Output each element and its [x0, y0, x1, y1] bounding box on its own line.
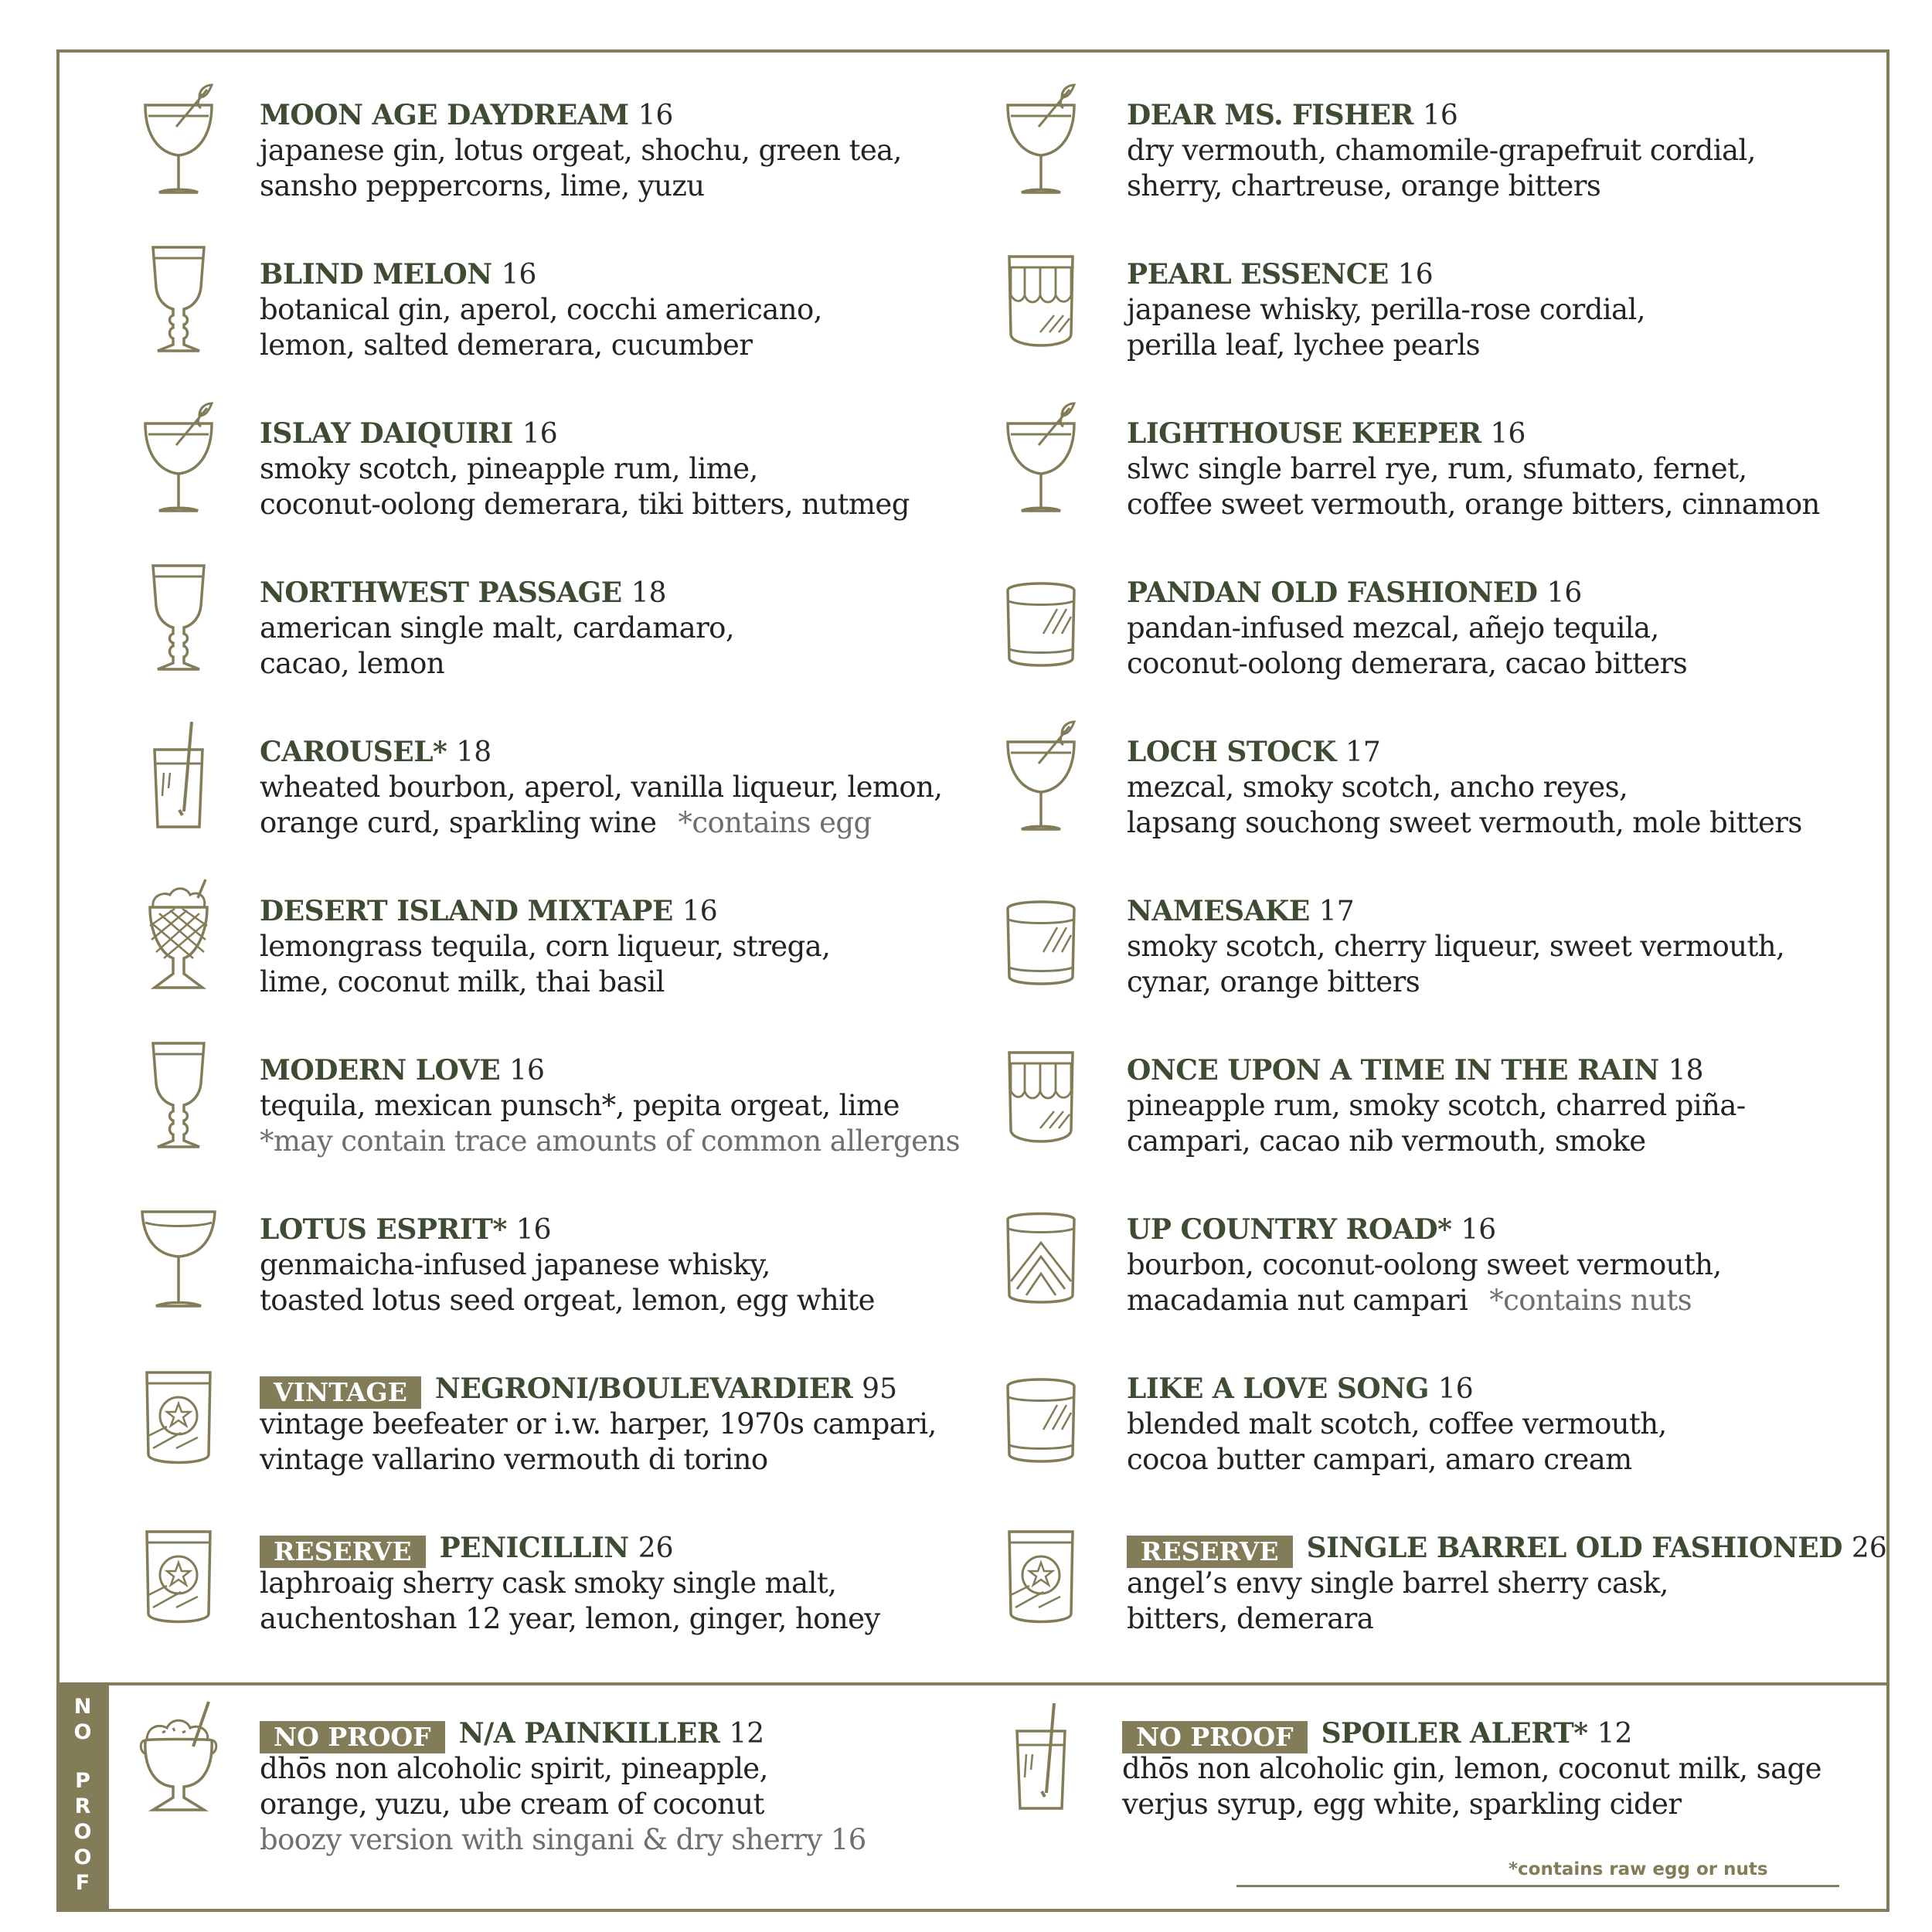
item-heading [1127, 575, 1582, 611]
item-name: NAMESAKE [1127, 895, 1310, 927]
ingredient-line [1127, 646, 1687, 682]
ingredient-line [260, 1406, 937, 1442]
ingredient-text: bourbon, coconut-oolong sweet vermouth, [1127, 1248, 1722, 1281]
ingredient-line [1127, 1247, 1722, 1283]
item-price: 16 [515, 1214, 552, 1246]
ingredient-line [260, 1247, 875, 1283]
item-ingredients [260, 1406, 937, 1478]
item-name: DEAR MS. FISHER [1127, 99, 1413, 131]
ingredient-line [1127, 611, 1687, 646]
strip-letter: R [74, 1794, 91, 1818]
ingredient-line [260, 805, 942, 841]
ingredient-text: blended malt scotch, coffee vermouth, [1127, 1407, 1667, 1440]
item-ingredients [260, 1088, 960, 1159]
ingredient-text: vintage vallarino vermouth di torino [260, 1443, 768, 1476]
footnote-rule [1236, 1885, 1839, 1887]
footed-goblet-icon [136, 241, 221, 357]
item-price: 16 [1546, 577, 1583, 609]
item-ingredients [1127, 451, 1820, 522]
nick-and-nora-glass-icon [998, 400, 1083, 516]
item-heading [1127, 1212, 1496, 1247]
ingredient-text: pineapple rum, smoky scotch, charred piña- [1127, 1089, 1746, 1122]
ingredient-text: perilla leaf, lychee pearls [1127, 328, 1481, 362]
ingredient-text: lemongrass tequila, corn liqueur, strega, [260, 930, 831, 963]
ingredient-text: smoky scotch, pineapple rum, lime, [260, 452, 758, 485]
ingredient-text: botanical gin, aperol, cocchi americano, [260, 293, 822, 326]
item-heading [1127, 1530, 1887, 1566]
item-ingredients [1127, 133, 1756, 204]
ingredient-text: sherry, chartreuse, orange bitters [1127, 169, 1601, 202]
item-name: PENICILLIN [439, 1532, 629, 1564]
item-price: 16 [1490, 418, 1526, 450]
ingredient-line [260, 1601, 880, 1637]
item-name: CAROUSEL* [260, 736, 447, 768]
ingredient-text: cacao, lemon [260, 647, 445, 680]
ingredient-line [1127, 1601, 1668, 1637]
item-heading [260, 734, 492, 770]
ingredient-line [1122, 1787, 1821, 1822]
item-heading [260, 97, 673, 133]
item-ingredients [1127, 770, 1802, 841]
item-heading [1127, 97, 1458, 133]
ingredient-text: auchentoshan 12 year, lemon, ginger, honey [260, 1602, 880, 1635]
ingredient-text: japanese gin, lotus orgeat, shochu, green tea, [260, 134, 902, 167]
item-ingredients [1127, 611, 1687, 682]
ingredient-line [1127, 133, 1756, 168]
ingredient-line [1127, 964, 1784, 1000]
rocks-glass-icon [998, 878, 1083, 994]
item-ingredients [260, 292, 822, 363]
item-heading [260, 1212, 552, 1247]
item-ingredients [1127, 292, 1645, 363]
item-ingredients [1127, 1406, 1667, 1478]
ingredient-text: american single malt, cardamaro, [260, 611, 735, 645]
item-name: ISLAY DAIQUIRI [260, 417, 513, 450]
item-name: LIKE A LOVE SONG [1127, 1372, 1429, 1405]
ingredient-line [1127, 451, 1820, 487]
ingredient-text: cocoa butter campari, amaro cream [1127, 1443, 1632, 1476]
item-price: 12 [1597, 1718, 1633, 1750]
ingredient-line [1127, 929, 1784, 964]
scalloped-rocks-glass-icon [998, 241, 1083, 357]
nick-and-nora-glass-icon [136, 400, 221, 516]
item-price: 16 [638, 100, 674, 131]
allergen-note: *contains nuts [1489, 1284, 1692, 1317]
item-ingredients [260, 1566, 880, 1637]
ingredient-text: toasted lotus seed orgeat, lemon, egg white [260, 1284, 875, 1317]
footed-goblet-icon [136, 560, 221, 675]
ingredient-line [1127, 1088, 1746, 1124]
painkiller-glass-icon [136, 1700, 221, 1816]
ingredient-line [260, 1751, 866, 1787]
coupe-glass-icon [136, 1196, 221, 1312]
ingredient-line [260, 770, 942, 805]
strip-letter: O [73, 1720, 92, 1744]
ingredient-line [260, 168, 902, 204]
item-name: NEGRONI/BOULEVARDIER [434, 1372, 853, 1405]
ingredient-text: japanese whisky, perilla-rose cordial, [1127, 293, 1645, 326]
item-price: 16 [509, 1055, 545, 1087]
collins-glass-icon [998, 1700, 1083, 1816]
item-name: UP COUNTRY ROAD* [1127, 1213, 1452, 1246]
item-price: 16 [1422, 100, 1458, 131]
category-badge: RESERVE [260, 1536, 426, 1568]
item-heading [260, 893, 718, 929]
item-ingredients [260, 1247, 875, 1318]
ingredient-text: bitters, demerara [1127, 1602, 1374, 1635]
category-badge: NO PROOF [260, 1721, 445, 1753]
item-price: 95 [862, 1373, 897, 1405]
item-note: boozy version with singani & dry sherry 16 [260, 1823, 866, 1856]
ingredient-text: pandan-infused mezcal, añejo tequila, [1127, 611, 1659, 645]
item-price: 16 [682, 896, 718, 927]
item-ingredients [1122, 1751, 1821, 1822]
item-ingredients [1127, 1247, 1722, 1318]
category-badge: VINTAGE [260, 1376, 421, 1409]
item-heading [260, 1716, 764, 1751]
item-note: *may contain trace amounts of common allergens [260, 1124, 961, 1158]
item-heading [260, 575, 667, 611]
item-ingredients [1127, 929, 1784, 1000]
ingredient-line [260, 611, 734, 646]
ingredient-text: orange, yuzu, ube cream of coconut [260, 1787, 764, 1821]
rocks-glass-icon [998, 560, 1083, 675]
item-price: 17 [1345, 736, 1381, 768]
item-name: SPOILER ALERT* [1321, 1717, 1588, 1750]
item-price: 18 [1668, 1055, 1704, 1087]
rocks-glass-icon [998, 1355, 1083, 1471]
ingredient-text: sansho peppercorns, lime, yuzu [260, 169, 705, 202]
ingredient-line [1127, 292, 1645, 328]
ingredient-text: macadamia nut campari [1127, 1284, 1468, 1317]
ingredient-line [1127, 1124, 1746, 1159]
ingredient-text: coffee sweet vermouth, orange bitters, cinnamon [1127, 488, 1820, 521]
ingredient-line [1127, 168, 1756, 204]
item-name: LOCH STOCK [1127, 736, 1336, 768]
ingredient-text: tequila, mexican punsch*, pepita orgeat, lime [260, 1089, 900, 1122]
ingredient-text: dry vermouth, chamomile-grapefruit cordial, [1127, 134, 1756, 167]
ingredient-line [260, 646, 734, 682]
item-price: 16 [501, 259, 537, 291]
nick-and-nora-glass-icon [136, 82, 221, 198]
ingredient-line [260, 1283, 875, 1318]
ingredient-text: coconut-oolong demerara, cacao bitters [1127, 647, 1688, 680]
strip-letter: N [73, 1695, 92, 1719]
item-name: DESERT ISLAND MIXTAPE [260, 895, 673, 927]
diamond-rocks-glass-icon [998, 1196, 1083, 1312]
ingredient-text: smoky scotch, cherry liqueur, sweet vermouth, [1127, 930, 1785, 963]
item-price: 12 [729, 1718, 765, 1750]
item-price: 18 [456, 736, 492, 768]
ingredient-text: slwc single barrel rye, rum, sfumato, fernet, [1127, 452, 1747, 485]
item-ingredients [1127, 1088, 1746, 1159]
star-rocks-glass-icon [136, 1515, 221, 1631]
scalloped-rocks-glass-icon [998, 1037, 1083, 1153]
ingredient-text: laphroaig sherry cask smoky single malt, [260, 1566, 837, 1600]
ingredient-line [260, 1088, 960, 1124]
ingredient-text: genmaicha-infused japanese whisky, [260, 1248, 770, 1281]
item-heading [260, 1371, 897, 1406]
item-heading [260, 416, 558, 451]
strip-letter: O [73, 1820, 92, 1844]
ingredient-line [1122, 1751, 1821, 1787]
item-ingredients [260, 770, 942, 841]
item-heading [1127, 257, 1434, 292]
ingredient-line [1127, 805, 1802, 841]
category-badge: NO PROOF [1122, 1721, 1308, 1753]
item-ingredients [260, 133, 902, 204]
item-price: 16 [522, 418, 558, 450]
item-name: SINGLE BARREL OLD FASHIONED [1306, 1532, 1842, 1564]
nick-and-nora-glass-icon [998, 719, 1083, 835]
item-heading [1127, 1053, 1704, 1088]
ingredient-line [1127, 1283, 1722, 1318]
item-heading [260, 257, 536, 292]
item-price: 26 [638, 1532, 674, 1564]
strip-letter: F [75, 1871, 90, 1895]
strip-letter: P [75, 1769, 90, 1793]
item-price: 26 [1851, 1532, 1887, 1564]
ingredient-text: coconut-oolong demerara, tiki bitters, nutmeg [260, 488, 910, 521]
ingredient-line [1127, 328, 1645, 363]
ingredient-line [1127, 1442, 1667, 1478]
ingredient-text: lime, coconut milk, thai basil [260, 965, 665, 998]
ingredient-line [260, 292, 822, 328]
item-heading [1127, 893, 1355, 929]
ingredient-line [260, 1566, 880, 1601]
item-name: NORTHWEST PASSAGE [260, 577, 622, 609]
item-price: 17 [1318, 896, 1355, 927]
ingredient-line [260, 451, 910, 487]
item-heading [260, 1530, 674, 1566]
ingredient-text: dhōs non alcoholic spirit, pineapple, [260, 1752, 768, 1785]
ingredient-line [1127, 770, 1802, 805]
ingredient-line [260, 487, 910, 522]
item-ingredients [260, 929, 830, 1000]
ingredient-line [260, 929, 830, 964]
ingredient-line [260, 964, 830, 1000]
ingredient-line [260, 1442, 937, 1478]
allergen-note: *contains egg [678, 806, 872, 839]
item-ingredients [260, 1751, 866, 1858]
ingredient-text: mezcal, smoky scotch, ancho reyes, [1127, 770, 1628, 804]
nick-and-nora-glass-icon [998, 82, 1083, 198]
item-name: LIGHTHOUSE KEEPER [1127, 417, 1481, 450]
item-name: BLIND MELON [260, 258, 492, 291]
item-price: 16 [1397, 259, 1434, 291]
item-ingredients [260, 611, 734, 682]
footnote: *contains raw egg or nuts [1501, 1859, 1776, 1879]
collins-glass-icon [136, 719, 221, 835]
item-heading [1127, 1371, 1474, 1406]
item-heading [1127, 416, 1526, 451]
tiki-goblet-icon [136, 878, 221, 994]
item-name: PEARL ESSENCE [1127, 258, 1389, 291]
ingredient-line [260, 328, 822, 363]
ingredient-text: campari, cacao nib vermouth, smoke [1127, 1124, 1646, 1158]
ingredient-text: vintage beefeater or i.w. harper, 1970s campari, [260, 1407, 937, 1440]
ingredient-text: lapsang souchong sweet vermouth, mole bitters [1127, 806, 1802, 839]
item-name: MOON AGE DAYDREAM [260, 99, 629, 131]
strip-letter: O [73, 1845, 92, 1869]
ingredient-text: dhōs non alcoholic gin, lemon, coconut milk, sage [1122, 1752, 1821, 1785]
category-badge: RESERVE [1127, 1536, 1293, 1568]
star-rocks-glass-icon [998, 1515, 1083, 1631]
strip-letter [56, 1745, 109, 1768]
item-heading [1127, 734, 1381, 770]
item-price: 16 [1461, 1214, 1497, 1246]
ingredient-text: wheated bourbon, aperol, vanilla liqueur, lemon, [260, 770, 943, 804]
ingredient-line [1127, 487, 1820, 522]
item-price: 16 [1437, 1373, 1474, 1405]
item-ingredients [260, 451, 910, 522]
ingredient-text: cynar, orange bitters [1127, 965, 1420, 998]
ingredient-line [1127, 1406, 1667, 1442]
ingredient-line [260, 133, 902, 168]
item-ingredients [1127, 1566, 1668, 1637]
ingredient-text: angel’s envy single barrel sherry cask, [1127, 1566, 1668, 1600]
ingredient-text: lemon, salted demerara, cucumber [260, 328, 753, 362]
ingredient-line [1127, 1566, 1668, 1601]
item-heading [1122, 1716, 1632, 1751]
footed-goblet-icon [136, 1037, 221, 1153]
item-price: 18 [631, 577, 667, 609]
ingredient-line [260, 1787, 866, 1822]
item-heading [260, 1053, 545, 1088]
ingredient-text: verjus syrup, egg white, sparkling cider [1122, 1787, 1682, 1821]
item-name: LOTUS ESPRIT* [260, 1213, 507, 1246]
item-name: PANDAN OLD FASHIONED [1127, 577, 1538, 609]
item-name: N/A PAINKILLER [458, 1717, 720, 1750]
item-name: MODERN LOVE [260, 1054, 501, 1087]
no-proof-divider [56, 1682, 1889, 1685]
ingredient-text: orange curd, sparkling wine [260, 806, 657, 839]
no-proof-side-label [56, 1694, 109, 1896]
star-rocks-glass-icon [136, 1355, 221, 1471]
item-name: ONCE UPON A TIME IN THE RAIN [1127, 1054, 1659, 1087]
